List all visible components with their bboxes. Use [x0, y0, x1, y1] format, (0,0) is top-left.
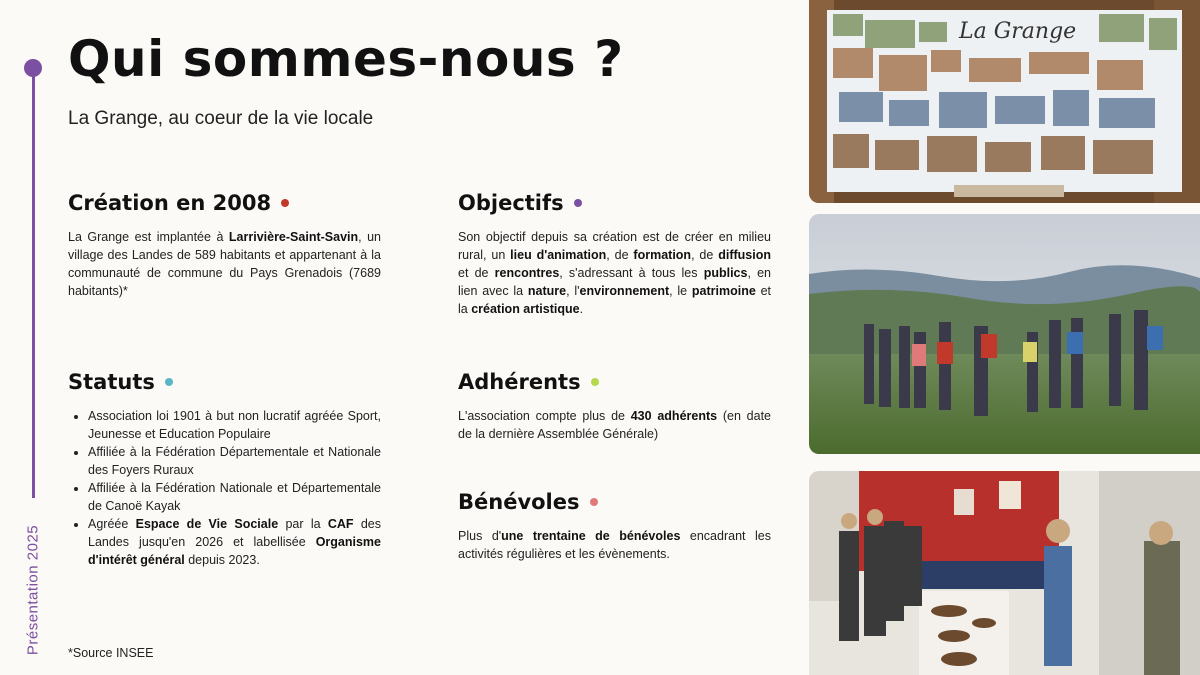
photo-hikers-landscape: [809, 214, 1200, 454]
section-objectifs-title: Objectifs: [458, 191, 564, 215]
section-statuts-title: Statuts: [68, 370, 155, 394]
list-item: • Affiliée à la Fédération Départementale et Nationale des Foyers Ruraux: [88, 443, 381, 479]
section-benevoles-text: Plus d'une trentaine de bénévoles encadrant les activités régulières et les évènements.: [458, 529, 771, 561]
green-dot-icon: [591, 378, 599, 386]
section-benevoles: [458, 487, 771, 563]
section-adherents: [458, 367, 771, 443]
list-item: • Agréée Espace de Vie Sociale par la CAF des Landes jusqu'en 2026 et labellisée Organisme d'intérêt général depuis 2023.: [88, 515, 381, 569]
footnote-source: *Source INSEE: [68, 646, 154, 660]
section-statuts-heading: [68, 367, 381, 397]
list-item: • Affiliée à la Fédération Nationale et Départementale de Canoë Kayak: [88, 479, 381, 515]
section-adherents-heading: [458, 367, 771, 397]
page-subtitle: La Grange, au coeur de la vie locale: [68, 108, 374, 129]
page-title: Qui sommes-nous ?: [68, 30, 624, 88]
section-creation: [68, 188, 381, 300]
section-statuts: [68, 367, 381, 569]
teal-dot-icon: [165, 378, 173, 386]
purple-dot-icon: [574, 199, 582, 207]
pink-dot-icon: [590, 498, 598, 506]
section-adherents-title: Adhérents: [458, 370, 581, 394]
statuts-list: [68, 407, 381, 569]
section-creation-heading: [68, 188, 381, 218]
section-objectifs-heading: [458, 188, 771, 218]
section-creation-title: Création en 2008: [68, 191, 272, 215]
section-benevoles-title: Bénévoles: [458, 490, 580, 514]
section-objectifs-text: Son objectif depuis sa création est de créer en milieu rural, un lieu d'animation, de formation, de diffusion et de rencontres, s'adressant à tous les publics, en lien avec la nature, l'environnement, le patrimoine et la création artistique.: [458, 230, 772, 316]
timeline-line: [32, 72, 35, 498]
presentation-year-label: Présentation 2025: [24, 524, 42, 656]
section-objectifs: [458, 188, 771, 318]
list-item: • Association loi 1901 à but non lucratif agréée Sport, Jeunesse et Education Populaire: [88, 407, 381, 443]
section-benevoles-heading: [458, 487, 771, 517]
section-adherents-text: L'association compte plus de 430 adhérents (en date de la dernière Assemblée Générale): [458, 409, 772, 441]
red-dot-icon: [281, 199, 289, 207]
photo-board-collage: [809, 0, 1200, 203]
section-creation-text: La Grange est implantée à Larrivière-Saint-Savin, un village des Landes de 589 habitants et appartenant à la communauté de commune du Pays Grenadois (7689 habitants)*: [68, 230, 381, 298]
photo-indoor-event: [809, 471, 1200, 675]
photo-board-sign: La Grange: [959, 19, 1077, 44]
